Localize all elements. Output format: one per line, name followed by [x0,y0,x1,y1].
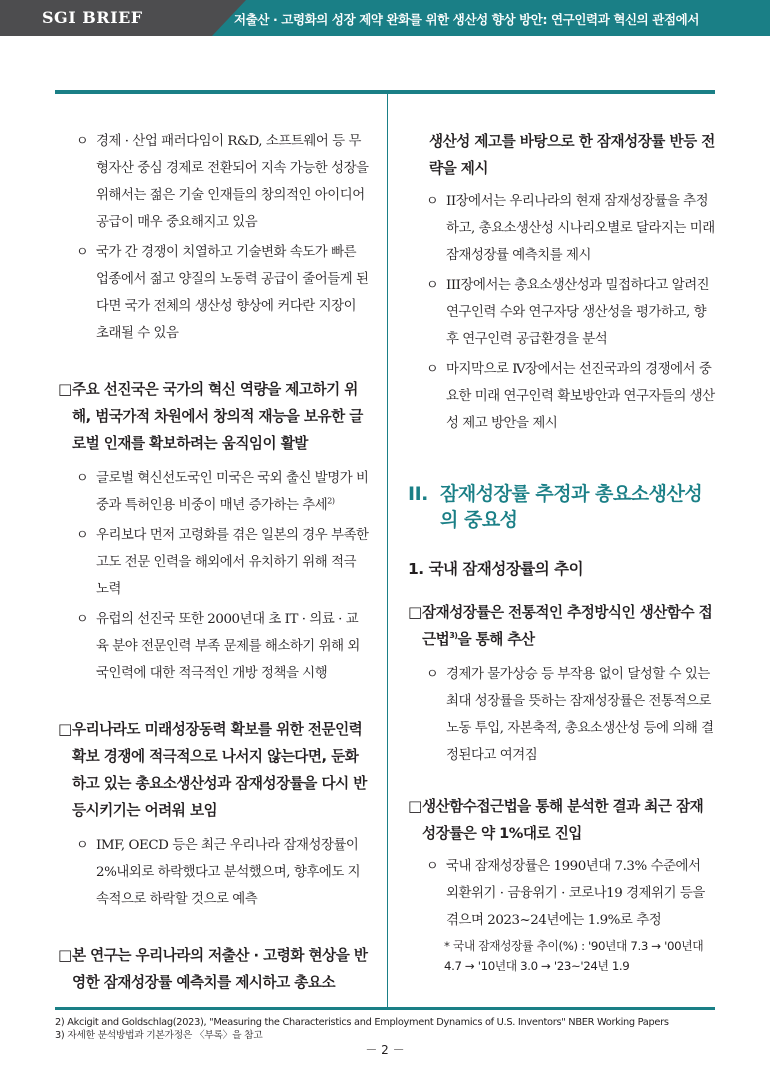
footnote-3: 3) 자세한 분석방법과 기본가정은 〈부록〉을 참고 [55,1029,263,1041]
right-column [408,128,716,976]
document-title: 저출산 · 고령화의 성장 제약 완화를 위한 생산성 향상 방안: 연구인력과 혁신의 관점에서 [234,12,699,27]
circle-marker: ㅇ [76,134,89,149]
square-marker: □ [58,380,73,398]
square-bullet [58,376,370,457]
section-title: 잠재성장률 추정과 총요소생산성의 중요성 [440,483,703,531]
page-number: － 2 － [365,1043,405,1057]
circle-marker: ㅇ [76,838,89,853]
bullet-text: 주요 선진국은 국가의 혁신 역량을 제고하기 위해, 범국가적 차원에서 창의적 재능을 보유한 글로벌 인재를 확보하려는 움직임이 활발 [72,381,363,452]
bullet-text: II장에서는 우리나라의 현재 잠재성장률을 추정하고, 총요소생산성 시나리오별로 달라지는 미래 잠재성장률 예측치를 제시 [446,194,715,263]
square-marker: □ [58,946,73,964]
data-note: * 국내 잠재성장률 추이(%) : '90년대 7.3 → '00년대 4.7 → '10년대 3.0 → '23~'24년 1.9 [444,939,704,973]
circle-bullet [58,522,370,603]
circle-bullet [58,606,370,687]
bullet-text: 본 연구는 우리나라의 저출산 · 고령화 현상을 반영한 잠재성장률 예측치를 제시하고 총요소 [72,947,368,991]
bullet-text: III장에서는 총요소생산성과 밀접하다고 알려진 연구인력 수와 연구자당 생산성을 평가하고, 향후 연구인력 공급환경을 분석 [446,278,710,347]
circle-bullet [408,188,716,269]
bullet-text [96,465,370,519]
circle-marker: ㅇ [426,194,439,209]
circle-bullet [58,128,370,236]
square-bullet [58,942,370,996]
circle-bullet [408,853,716,934]
footnote-ref: 2) [327,496,335,506]
circle-marker: ㅇ [426,859,439,874]
circle-marker: ㅇ [76,528,89,543]
bullet-text: 경제 · 산업 패러다임이 R&D, 소프트웨어 등 무형자산 중심 경제로 전환되어 지속 가능한 성장을 위해서는 젊은 기술 인재들의 창의적인 아이디어 공급이 매우 중요해지고 있음 [96,134,369,230]
subsection-heading: 1. 국내 잠재성장률의 추이 [408,560,584,578]
circle-bullet [408,356,716,437]
section-number: II. [408,483,428,505]
bullet-text: 국내 잠재성장률은 1990년대 7.3% 수준에서 외환위기 · 금융위기 · 코로나19 경제위기 등을 겪으며 2023~24년에는 1.9%로 추정 [446,859,705,928]
circle-marker: ㅇ [426,667,439,682]
bullet-text: 우리나라도 미래성장동력 확보를 위한 전문인력 확보 경쟁에 적극적으로 나서지 않는다면, 둔화하고 있는 총요소생산성과 잠재성장률을 다시 반등시키기는 어려워 보임 [72,721,367,819]
bullet-text: 마지막으로 Ⅳ장에서는 선진국과의 경쟁에서 중요한 미래 연구인력 확보방안과 연구자들의 생산성 제고 방안을 제시 [446,362,715,431]
circle-marker: ㅇ [76,612,89,627]
bullet-text-body: 잠재성장률은 전통적인 추정방식인 생산함수 접근법 [422,604,713,648]
circle-marker: ㅇ [426,278,439,293]
bullet-text-tail: 을 통해 추산 [457,631,535,648]
bullet-text: 우리보다 먼저 고령화를 겪은 일본의 경우 부족한 고도 전문 인력을 해외에서 유치하기 위해 적극 노력 [96,528,369,597]
left-column [58,128,370,996]
page-header [0,0,770,36]
square-bullet [58,716,370,824]
continued-text: 생산성 제고를 바탕으로 한 잠재성장률 반등 전략을 제시 [429,133,715,177]
bottom-rule [55,1007,715,1010]
brand-label: SGI BRIEF [42,8,143,27]
circle-bullet [58,465,370,519]
square-marker: □ [408,603,423,621]
square-marker: □ [58,720,73,738]
circle-bullet [58,832,370,913]
bullet-text: IMF, OECD 등은 최근 우리나라 잠재성장률이 2%내외로 하락했다고 분석했으며, 향후에도 지속적으로 하락할 것으로 예측 [96,838,361,907]
column-divider [387,94,388,1007]
circle-bullet [408,661,716,769]
circle-marker: ㅇ [426,362,439,377]
bullet-text [422,599,716,653]
bullet-text: 유럽의 선진국 또한 2000년대 초 IT · 의료 · 교육 분야 전문인력 부족 문제를 해소하기 위해 외국인력에 대한 적극적인 개방 정책을 시행 [96,612,360,681]
section-heading [408,481,716,533]
circle-bullet [408,272,716,353]
bullet-text: 국가 간 경쟁이 치열하고 기술변화 속도가 빠른 업종에서 젊고 양질의 노동력 공급이 줄어들게 된다면 국가 전체의 생산성 향상에 커다란 지장이 초래될 수 있음 [96,245,369,341]
bullet-text: 경제가 물가상승 등 부작용 없이 달성할 수 있는 최대 성장률을 뜻하는 잠재성장률은 전통적으로 노동 투입, 자본축적, 총요소생산성 등에 의해 결정된다고 여겨짐 [446,667,714,763]
square-bullet [408,599,716,653]
circle-bullet [58,239,370,347]
footnotes [55,1017,669,1042]
circle-marker: ㅇ [76,245,89,260]
square-bullet [408,793,716,847]
top-rule [55,90,715,94]
square-marker: □ [408,797,423,815]
bullet-text-body: 글로벌 혁신선도국인 미국은 국외 출신 발명가 비중과 특허인용 비중이 매년 증가하는 추세 [96,471,369,513]
bullet-text: 생산함수접근법을 통해 분석한 결과 최근 잠재성장률은 약 1%대로 진입 [422,798,704,842]
circle-marker: ㅇ [76,471,89,486]
footnote-2: 2) Akcigit and Goldschlag(2023), "Measuring the Characteristics and Employment Dynamics of U.S. Inventors" NBER Working Papers [55,1017,669,1028]
footnote-ref: 3) [449,631,458,641]
